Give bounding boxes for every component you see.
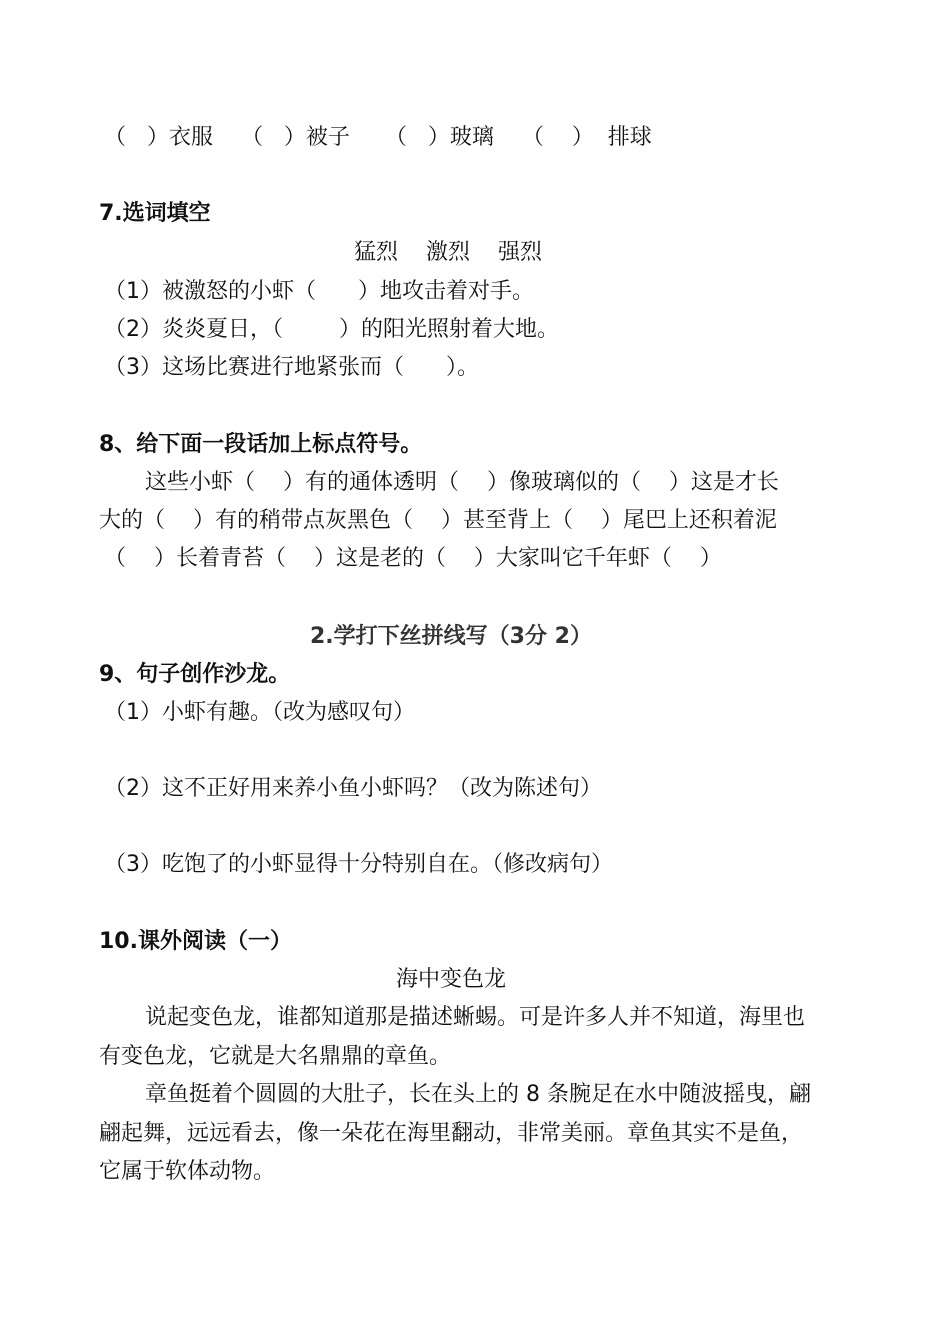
section8-line-1: 这些小虾（ ）有的通体透明（ ）像玻璃似的（ ）这是才长 — [145, 470, 779, 495]
section7-item-1: （1）被激怒的小虾（ ）地攻击着对手。 — [104, 279, 534, 304]
reading-paragraph-2 — [99, 1076, 819, 1192]
section6-answer-line: （ ）衣服 （ ）被子 （ ）玻璃 （ ） 排球 — [104, 125, 652, 150]
reading-title: 海中变色龙 — [396, 967, 507, 992]
section9-item-1: （1）小虾有趣。（改为感叹句） — [104, 700, 415, 725]
section9-heading: 9、句子创作沙龙。 — [99, 662, 291, 687]
section7-item-2: （2）炎炎夏日，（ ）的阳光照射着大地。 — [104, 317, 559, 342]
reading-paragraph-1 — [99, 999, 819, 1076]
section7-heading: 7.选词填空 — [99, 201, 211, 226]
section9-item-2: （2）这不正好用来养小鱼小虾吗？（改为陈述句） — [104, 776, 602, 801]
cut-off-text: 2.学打下丝拼线写（3分 2） — [310, 624, 592, 649]
reading-paragraph-2-text: 章鱼挺着个圆圆的大肚子，长在头上的 8 条腕足在水中随波摇曳，翩翩起舞，远远看去，像一朵花在海里翻动，非常美丽。章鱼其实不是鱼，它属于软体动物。 — [99, 1082, 811, 1184]
section9-item-3: （3）吃饱了的小虾显得十分特别自在。（修改病句） — [104, 852, 613, 877]
section7-word-options: 猛烈 激烈 强烈 — [354, 240, 542, 265]
section8-line-2: 大的（ ）有的稍带点灰黑色（ ）甚至背上（ ）尾巴上还积着泥 — [99, 508, 777, 533]
section7-item-3: （3）这场比赛进行地紧张而（ ）。 — [104, 355, 479, 380]
section10-heading: 10.课外阅读（一） — [99, 929, 292, 954]
section8-heading: 8、给下面一段话加上标点符号。 — [99, 432, 423, 457]
section8-line-3: （ ）长着青苔（ ）这是老的（ ）大家叫它千年虾（ ） — [104, 546, 722, 571]
reading-paragraph-1-text: 说起变色龙，谁都知道那是描述蜥蜴。可是许多人并不知道，海里也有变色龙，它就是大名鼎鼎的章鱼。 — [99, 1005, 806, 1069]
